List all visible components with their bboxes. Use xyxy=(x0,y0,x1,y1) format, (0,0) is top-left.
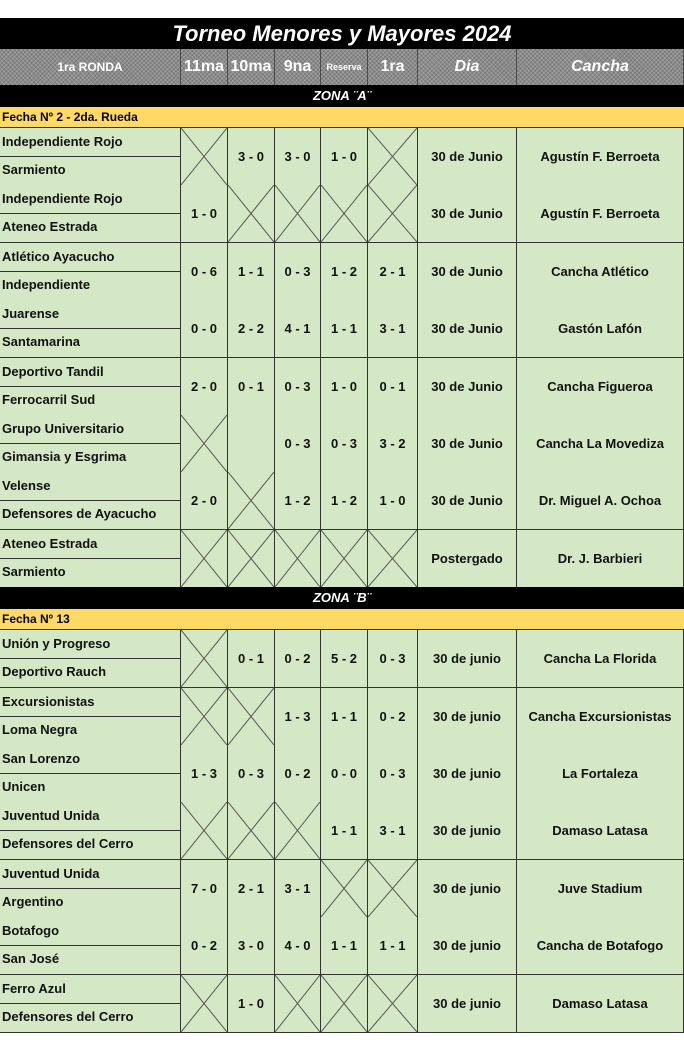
score-cell: 0 - 2 xyxy=(368,688,418,746)
venue-cell: Dr. J. Barbieri xyxy=(517,530,684,588)
not-played-cross-icon xyxy=(228,472,274,529)
not-played-cross-icon xyxy=(181,415,227,472)
score-cell xyxy=(228,688,275,746)
score-cell xyxy=(181,415,228,473)
not-played-cross-icon xyxy=(228,688,274,745)
score-cell: 2 - 1 xyxy=(228,860,275,918)
score-cell: 0 - 3 xyxy=(275,243,321,301)
venue-cell: Cancha Atlético xyxy=(517,243,684,301)
teams-cell xyxy=(0,530,181,588)
teams-cell xyxy=(0,415,181,473)
score-cell: 1 - 0 xyxy=(321,128,368,186)
score-cell: 1 - 0 xyxy=(228,975,275,1033)
venue-cell: Agustín F. Berroeta xyxy=(517,128,684,186)
score-cell: 3 - 0 xyxy=(228,128,275,186)
match-row xyxy=(0,358,684,416)
match-row xyxy=(0,745,684,803)
date-cell: 30 de junio xyxy=(418,688,517,746)
away-team: Ferrocarril Sud xyxy=(2,391,96,407)
teams-cell xyxy=(0,860,181,918)
home-team: Ateneo Estrada xyxy=(2,535,98,551)
column-header: Dia xyxy=(418,49,517,85)
date-cell: Postergado xyxy=(418,530,517,588)
score-cell: 2 - 0 xyxy=(181,472,228,530)
zone-header: ZONA ¨A¨ xyxy=(0,85,684,107)
score-cell: 3 - 1 xyxy=(368,802,418,860)
score-cell: 3 - 1 xyxy=(368,300,418,358)
not-played-cross-icon xyxy=(181,530,227,587)
not-played-cross-icon xyxy=(275,975,320,1032)
score-cell: 0 - 2 xyxy=(275,630,321,688)
not-played-cross-icon xyxy=(275,802,320,859)
score-cell xyxy=(275,975,321,1033)
team-divider xyxy=(0,888,181,889)
score-cell xyxy=(321,185,368,243)
score-cell xyxy=(181,802,228,860)
away-team: Defensores de Ayacucho xyxy=(2,506,157,522)
score-cell: 1 - 3 xyxy=(275,688,321,746)
team-divider xyxy=(0,716,181,717)
teams-cell xyxy=(0,688,181,746)
teams-cell xyxy=(0,630,181,688)
score-cell xyxy=(368,530,418,588)
team-divider xyxy=(0,500,181,501)
column-header: Cancha xyxy=(517,49,684,85)
score-cell: 3 - 1 xyxy=(275,860,321,918)
score-cell xyxy=(321,975,368,1033)
score-cell xyxy=(368,185,418,243)
away-team: Sarmiento xyxy=(2,563,66,579)
match-row xyxy=(0,530,684,588)
score-cell xyxy=(321,530,368,588)
score-cell: 1 - 2 xyxy=(275,472,321,530)
match-row xyxy=(0,975,684,1033)
not-played-cross-icon xyxy=(321,185,367,242)
away-team: Gimansia y Esgrima xyxy=(2,449,127,464)
score-cell: 1 - 3 xyxy=(181,745,228,803)
not-played-cross-icon xyxy=(321,975,367,1032)
score-cell xyxy=(181,975,228,1033)
score-cell: 0 - 2 xyxy=(275,745,321,803)
score-cell: 1 - 0 xyxy=(368,472,418,530)
score-cell xyxy=(228,415,275,473)
date-cell: 30 de junio xyxy=(418,975,517,1033)
away-team: Santamarina xyxy=(2,334,81,350)
away-team: Unicen xyxy=(2,779,46,794)
not-played-cross-icon xyxy=(228,530,274,587)
column-header: 9na xyxy=(275,49,321,85)
home-team: Independiente Rojo xyxy=(2,134,123,149)
score-cell: 1 - 0 xyxy=(321,358,368,416)
match-row xyxy=(0,300,684,358)
date-cell: 30 de junio xyxy=(418,917,517,975)
team-divider xyxy=(0,156,181,157)
not-played-cross-icon xyxy=(321,530,367,587)
not-played-cross-icon xyxy=(228,185,274,242)
home-team: Juventud Unida xyxy=(2,865,100,881)
away-team: Defensores del Cerro xyxy=(2,836,134,852)
match-row xyxy=(0,688,684,746)
team-divider xyxy=(0,1003,181,1004)
venue-cell: Juve Stadium xyxy=(517,860,684,918)
home-team: Independiente Rojo xyxy=(2,191,123,207)
not-played-cross-icon xyxy=(275,530,320,587)
teams-cell xyxy=(0,745,181,803)
score-cell: 1 - 1 xyxy=(321,300,368,358)
score-cell: 3 - 2 xyxy=(368,415,418,473)
fecha-label: Fecha Nº 2 - 2da. Rueda xyxy=(0,107,684,128)
score-cell: 0 - 3 xyxy=(228,745,275,803)
home-team: Botafogo xyxy=(2,923,60,939)
score-cell: 5 - 2 xyxy=(321,630,368,688)
venue-cell: Cancha Figueroa xyxy=(517,358,684,416)
not-played-cross-icon xyxy=(368,860,417,917)
page-title: Torneo Menores y Mayores 2024 xyxy=(0,18,684,49)
away-team: Defensores del Cerro xyxy=(2,1008,134,1024)
home-team: San Lorenzo xyxy=(2,751,81,766)
score-cell xyxy=(228,530,275,588)
away-team: Argentino xyxy=(2,893,64,909)
score-cell: 0 - 1 xyxy=(228,358,275,416)
score-cell: 1 - 1 xyxy=(321,688,368,746)
venue-cell: Dr. Miguel A. Ochoa xyxy=(517,472,684,530)
team-divider xyxy=(0,271,181,272)
score-cell: 4 - 1 xyxy=(275,300,321,358)
venue-cell: Cancha La Florida xyxy=(517,630,684,688)
score-cell xyxy=(368,975,418,1033)
score-cell xyxy=(368,128,418,186)
score-cell: 0 - 1 xyxy=(368,358,418,416)
not-played-cross-icon xyxy=(368,530,417,587)
score-cell xyxy=(228,185,275,243)
away-team: Loma Negra xyxy=(2,721,78,737)
score-cell xyxy=(181,128,228,186)
team-divider xyxy=(0,558,181,559)
score-cell: 1 - 1 xyxy=(228,243,275,301)
column-header-row xyxy=(0,49,684,85)
score-cell xyxy=(228,472,275,530)
match-row xyxy=(0,415,684,473)
score-cell: 1 - 2 xyxy=(321,472,368,530)
not-played-cross-icon xyxy=(181,688,227,745)
venue-cell: Cancha La Movediza xyxy=(517,415,684,473)
date-cell: 30 de Junio xyxy=(418,358,517,416)
score-cell xyxy=(181,530,228,588)
score-cell: 1 - 0 xyxy=(181,185,228,243)
home-team: Juarense xyxy=(2,306,60,322)
teams-cell xyxy=(0,472,181,530)
home-team: Grupo Universitario xyxy=(2,421,125,436)
date-cell: 30 de Junio xyxy=(418,185,517,243)
venue-cell: La Fortaleza xyxy=(517,745,684,803)
score-cell: 2 - 2 xyxy=(228,300,275,358)
match-row xyxy=(0,917,684,975)
not-played-cross-icon xyxy=(368,185,417,242)
teams-cell xyxy=(0,358,181,416)
score-cell xyxy=(181,630,228,688)
score-cell: 0 - 6 xyxy=(181,243,228,301)
away-team: Sarmiento xyxy=(2,162,66,177)
score-cell: 4 - 0 xyxy=(275,917,321,975)
not-played-cross-icon xyxy=(321,860,367,917)
date-cell: 30 de Junio xyxy=(418,243,517,301)
teams-cell xyxy=(0,802,181,860)
teams-cell xyxy=(0,243,181,301)
zone-header: ZONA ¨B¨ xyxy=(0,587,684,609)
away-team: San José xyxy=(2,951,60,967)
fecha-label: Fecha Nº 13 xyxy=(0,609,684,630)
home-team: Atlético Ayacucho xyxy=(2,248,115,264)
not-played-cross-icon xyxy=(368,128,417,185)
home-team: Deportivo Tandil xyxy=(2,363,104,379)
home-team: Unión y Progreso xyxy=(2,636,111,652)
not-played-cross-icon xyxy=(181,975,227,1032)
team-divider xyxy=(0,830,181,831)
score-cell xyxy=(275,802,321,860)
score-cell: 0 - 2 xyxy=(181,917,228,975)
teams-cell xyxy=(0,300,181,358)
date-cell: 30 de junio xyxy=(418,860,517,918)
not-played-cross-icon xyxy=(181,128,227,185)
home-team: Ferro Azul xyxy=(2,980,66,996)
not-played-cross-icon xyxy=(181,630,227,687)
date-cell: 30 de junio xyxy=(418,745,517,803)
score-cell: 1 - 2 xyxy=(321,243,368,301)
score-cell xyxy=(321,860,368,918)
score-cell: 1 - 1 xyxy=(368,917,418,975)
score-cell xyxy=(275,530,321,588)
not-played-cross-icon xyxy=(181,802,227,859)
score-cell xyxy=(228,802,275,860)
team-divider xyxy=(0,773,181,774)
score-cell: 0 - 3 xyxy=(368,745,418,803)
score-cell xyxy=(368,860,418,918)
score-cell: 1 - 1 xyxy=(321,802,368,860)
not-played-cross-icon xyxy=(368,975,417,1032)
teams-cell xyxy=(0,185,181,243)
score-cell: 1 - 1 xyxy=(321,917,368,975)
date-cell: 30 de Junio xyxy=(418,415,517,473)
match-row xyxy=(0,802,684,860)
score-cell: 0 - 3 xyxy=(275,415,321,473)
venue-cell: Cancha de Botafogo xyxy=(517,917,684,975)
teams-cell xyxy=(0,128,181,186)
teams-cell xyxy=(0,917,181,975)
score-cell: 3 - 0 xyxy=(228,917,275,975)
team-divider xyxy=(0,328,181,329)
match-row xyxy=(0,860,684,918)
date-cell: 30 de junio xyxy=(418,802,517,860)
team-divider xyxy=(0,658,181,659)
home-team: Excursionistas xyxy=(2,693,95,709)
team-divider xyxy=(0,213,181,214)
date-cell: 30 de Junio xyxy=(418,128,517,186)
score-cell: 2 - 0 xyxy=(181,358,228,416)
venue-cell: Gastón Lafón xyxy=(517,300,684,358)
score-cell: 3 - 0 xyxy=(275,128,321,186)
score-cell: 0 - 3 xyxy=(321,415,368,473)
teams-cell xyxy=(0,975,181,1033)
score-cell: 0 - 1 xyxy=(228,630,275,688)
team-divider xyxy=(0,443,181,444)
date-cell: 30 de Junio xyxy=(418,300,517,358)
score-cell: 0 - 3 xyxy=(275,358,321,416)
column-header: 10ma xyxy=(228,49,275,85)
venue-cell: Damaso Latasa xyxy=(517,802,684,860)
date-cell: 30 de junio xyxy=(418,630,517,688)
column-header: 1ra xyxy=(368,49,418,85)
score-cell xyxy=(275,185,321,243)
team-divider xyxy=(0,945,181,946)
date-cell: 30 de Junio xyxy=(418,472,517,530)
away-team: Independiente xyxy=(2,276,91,292)
match-row xyxy=(0,630,684,688)
match-row xyxy=(0,128,684,186)
score-cell: 7 - 0 xyxy=(181,860,228,918)
match-row xyxy=(0,472,684,530)
venue-cell: Agustín F. Berroeta xyxy=(517,185,684,243)
score-cell: 0 - 0 xyxy=(181,300,228,358)
column-header: 11ma xyxy=(181,49,228,85)
column-header: 1ra RONDA xyxy=(0,49,181,85)
away-team: Ateneo Estrada xyxy=(2,219,98,235)
score-cell: 0 - 3 xyxy=(368,630,418,688)
match-row xyxy=(0,185,684,243)
column-header: Reserva xyxy=(321,49,368,85)
home-team: Juventud Unida xyxy=(2,808,100,824)
not-played-cross-icon xyxy=(275,185,320,242)
score-cell: 2 - 1 xyxy=(368,243,418,301)
match-row xyxy=(0,243,684,301)
team-divider xyxy=(0,386,181,387)
score-cell xyxy=(181,688,228,746)
away-team: Deportivo Rauch xyxy=(2,664,107,680)
venue-cell: Cancha Excursionistas xyxy=(517,688,684,746)
home-team: Velense xyxy=(2,478,51,494)
not-played-cross-icon xyxy=(228,802,274,859)
score-cell: 0 - 0 xyxy=(321,745,368,803)
venue-cell: Damaso Latasa xyxy=(517,975,684,1033)
